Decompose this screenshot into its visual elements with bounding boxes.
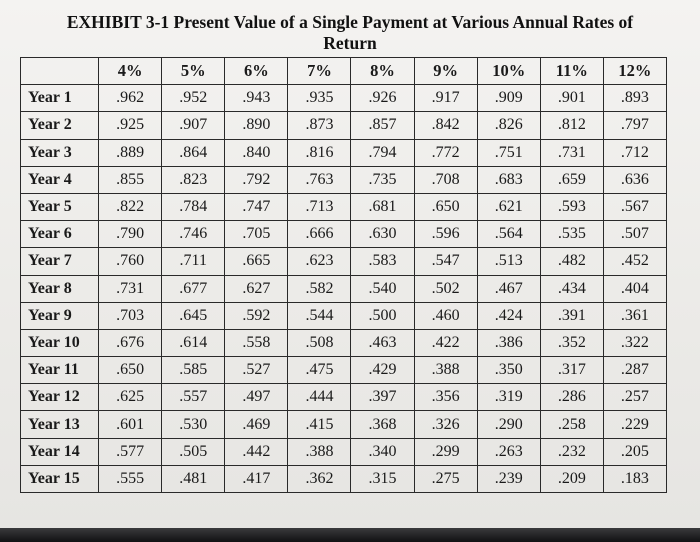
present-value-cell: .731 [99, 275, 162, 302]
present-value-cell: .482 [540, 248, 603, 275]
present-value-cell: .794 [351, 139, 414, 166]
rate-header-cell: 9% [414, 58, 477, 85]
present-value-cell: .962 [99, 85, 162, 112]
present-value-cell: .889 [99, 139, 162, 166]
present-value-cell: .507 [603, 221, 666, 248]
rate-header-cell: 8% [351, 58, 414, 85]
present-value-cell: .784 [162, 193, 225, 220]
present-value-cell: .340 [351, 438, 414, 465]
present-value-cell: .705 [225, 221, 288, 248]
present-value-cell: .497 [225, 384, 288, 411]
present-value-cell: .386 [477, 329, 540, 356]
present-value-cell: .623 [288, 248, 351, 275]
present-value-cell: .388 [288, 438, 351, 465]
present-value-cell: .397 [351, 384, 414, 411]
present-value-cell: .229 [603, 411, 666, 438]
year-label-cell: Year 4 [21, 166, 99, 193]
present-value-cell: .593 [540, 193, 603, 220]
present-value-cell: .683 [477, 166, 540, 193]
present-value-cell: .926 [351, 85, 414, 112]
present-value-cell: .842 [414, 112, 477, 139]
present-value-cell: .681 [351, 193, 414, 220]
year-label-cell: Year 2 [21, 112, 99, 139]
present-value-cell: .627 [225, 275, 288, 302]
present-value-cell: .582 [288, 275, 351, 302]
present-value-cell: .822 [99, 193, 162, 220]
present-value-cell: .792 [225, 166, 288, 193]
present-value-cell: .326 [414, 411, 477, 438]
present-value-cell: .540 [351, 275, 414, 302]
table-row [21, 139, 667, 166]
present-value-cell: .442 [225, 438, 288, 465]
year-label-cell: Year 9 [21, 302, 99, 329]
present-value-cell: .659 [540, 166, 603, 193]
present-value-cell: .530 [162, 411, 225, 438]
year-label-cell: Year 12 [21, 384, 99, 411]
present-value-cell: .502 [414, 275, 477, 302]
table-row [21, 85, 667, 112]
present-value-cell: .650 [99, 357, 162, 384]
table-row [21, 275, 667, 302]
present-value-cell: .703 [99, 302, 162, 329]
present-value-cell: .557 [162, 384, 225, 411]
present-value-cell: .917 [414, 85, 477, 112]
present-value-cell: .760 [99, 248, 162, 275]
table-row [21, 438, 667, 465]
present-value-cell: .621 [477, 193, 540, 220]
present-value-cell: .909 [477, 85, 540, 112]
exhibit-title-line-1: EXHIBIT 3-1 Present Value of a Single Payment at Various Annual Rates of [66, 12, 634, 32]
present-value-cell: .558 [225, 329, 288, 356]
present-value-cell: .873 [288, 112, 351, 139]
table-row [21, 221, 667, 248]
present-value-cell: .415 [288, 411, 351, 438]
present-value-cell: .907 [162, 112, 225, 139]
present-value-cell: .747 [225, 193, 288, 220]
present-value-cell: .890 [225, 112, 288, 139]
present-value-cell: .417 [225, 465, 288, 492]
present-value-cell: .650 [414, 193, 477, 220]
exhibit-title [0, 12, 700, 54]
year-label-cell: Year 10 [21, 329, 99, 356]
year-label-cell: Year 11 [21, 357, 99, 384]
present-value-cell: .500 [351, 302, 414, 329]
table-row [21, 329, 667, 356]
present-value-cell: .356 [414, 384, 477, 411]
year-label-cell: Year 6 [21, 221, 99, 248]
present-value-cell: .713 [288, 193, 351, 220]
present-value-cell: .614 [162, 329, 225, 356]
table-row [21, 193, 667, 220]
present-value-cell: .935 [288, 85, 351, 112]
present-value-cell: .857 [351, 112, 414, 139]
present-value-cell: .452 [603, 248, 666, 275]
year-label-cell: Year 13 [21, 411, 99, 438]
table-row [21, 112, 667, 139]
present-value-cell: .317 [540, 357, 603, 384]
present-value-cell: .645 [162, 302, 225, 329]
present-value-cell: .275 [414, 465, 477, 492]
present-value-cell: .625 [99, 384, 162, 411]
present-value-cell: .257 [603, 384, 666, 411]
present-value-cell: .352 [540, 329, 603, 356]
present-value-cell: .263 [477, 438, 540, 465]
present-value-cell: .429 [351, 357, 414, 384]
present-value-cell: .258 [540, 411, 603, 438]
present-value-cell: .475 [288, 357, 351, 384]
present-value-cell: .943 [225, 85, 288, 112]
present-value-cell: .592 [225, 302, 288, 329]
present-value-cell: .823 [162, 166, 225, 193]
present-value-cell: .209 [540, 465, 603, 492]
present-value-cell: .481 [162, 465, 225, 492]
present-value-cell: .535 [540, 221, 603, 248]
present-value-cell: .362 [288, 465, 351, 492]
present-value-cell: .812 [540, 112, 603, 139]
present-value-cell: .666 [288, 221, 351, 248]
present-value-cell: .422 [414, 329, 477, 356]
present-value-cell: .893 [603, 85, 666, 112]
rate-header-cell: 11% [540, 58, 603, 85]
year-label-cell: Year 8 [21, 275, 99, 302]
present-value-cell: .731 [540, 139, 603, 166]
present-value-table [20, 57, 667, 493]
table-body [21, 85, 667, 493]
photo-bottom-edge [0, 528, 700, 542]
present-value-cell: .665 [225, 248, 288, 275]
present-value-cell: .350 [477, 357, 540, 384]
present-value-cell: .816 [288, 139, 351, 166]
present-value-cell: .677 [162, 275, 225, 302]
present-value-cell: .712 [603, 139, 666, 166]
present-value-cell: .544 [288, 302, 351, 329]
present-value-cell: .855 [99, 166, 162, 193]
present-value-cell: .319 [477, 384, 540, 411]
present-value-cell: .636 [603, 166, 666, 193]
year-label-cell: Year 7 [21, 248, 99, 275]
present-value-cell: .601 [99, 411, 162, 438]
year-label-cell: Year 14 [21, 438, 99, 465]
year-label-cell: Year 1 [21, 85, 99, 112]
present-value-cell: .444 [288, 384, 351, 411]
table-row [21, 248, 667, 275]
present-value-cell: .232 [540, 438, 603, 465]
table-header [21, 58, 667, 85]
rate-header-cell: 12% [603, 58, 666, 85]
present-value-cell: .577 [99, 438, 162, 465]
table-row [21, 465, 667, 492]
present-value-cell: .505 [162, 438, 225, 465]
present-value-cell: .315 [351, 465, 414, 492]
present-value-cell: .952 [162, 85, 225, 112]
table-row [21, 411, 667, 438]
present-value-cell: .567 [603, 193, 666, 220]
present-value-cell: .596 [414, 221, 477, 248]
present-value-cell: .711 [162, 248, 225, 275]
present-value-cell: .463 [351, 329, 414, 356]
present-value-cell: .404 [603, 275, 666, 302]
present-value-cell: .388 [414, 357, 477, 384]
present-value-cell: .290 [477, 411, 540, 438]
present-value-cell: .763 [288, 166, 351, 193]
present-value-cell: .239 [477, 465, 540, 492]
present-value-cell: .322 [603, 329, 666, 356]
present-value-cell: .469 [225, 411, 288, 438]
present-value-cell: .840 [225, 139, 288, 166]
present-value-cell: .434 [540, 275, 603, 302]
present-value-cell: .368 [351, 411, 414, 438]
present-value-cell: .676 [99, 329, 162, 356]
present-value-cell: .630 [351, 221, 414, 248]
present-value-cell: .183 [603, 465, 666, 492]
corner-cell [21, 58, 99, 85]
present-value-cell: .564 [477, 221, 540, 248]
present-value-cell: .287 [603, 357, 666, 384]
present-value-cell: .467 [477, 275, 540, 302]
present-value-cell: .790 [99, 221, 162, 248]
rate-header-row [21, 58, 667, 85]
present-value-cell: .391 [540, 302, 603, 329]
year-label-cell: Year 15 [21, 465, 99, 492]
present-value-cell: .864 [162, 139, 225, 166]
present-value-cell: .513 [477, 248, 540, 275]
present-value-cell: .735 [351, 166, 414, 193]
present-value-cell: .772 [414, 139, 477, 166]
rate-header-cell: 10% [477, 58, 540, 85]
present-value-cell: .583 [351, 248, 414, 275]
present-value-cell: .797 [603, 112, 666, 139]
present-value-cell: .299 [414, 438, 477, 465]
present-value-cell: .751 [477, 139, 540, 166]
table-row [21, 166, 667, 193]
present-value-cell: .286 [540, 384, 603, 411]
present-value-cell: .508 [288, 329, 351, 356]
present-value-cell: .424 [477, 302, 540, 329]
present-value-cell: .925 [99, 112, 162, 139]
present-value-cell: .547 [414, 248, 477, 275]
table-row [21, 384, 667, 411]
present-value-cell: .460 [414, 302, 477, 329]
table-row [21, 302, 667, 329]
rate-header-cell: 7% [288, 58, 351, 85]
present-value-cell: .826 [477, 112, 540, 139]
present-value-cell: .205 [603, 438, 666, 465]
present-value-cell: .708 [414, 166, 477, 193]
present-value-cell: .901 [540, 85, 603, 112]
year-label-cell: Year 3 [21, 139, 99, 166]
exhibit-title-line-2: Return [323, 33, 377, 53]
present-value-cell: .527 [225, 357, 288, 384]
rate-header-cell: 5% [162, 58, 225, 85]
year-label-cell: Year 5 [21, 193, 99, 220]
present-value-cell: .585 [162, 357, 225, 384]
rate-header-cell: 6% [225, 58, 288, 85]
present-value-cell: .361 [603, 302, 666, 329]
table-row [21, 357, 667, 384]
rate-header-cell: 4% [99, 58, 162, 85]
present-value-cell: .746 [162, 221, 225, 248]
present-value-cell: .555 [99, 465, 162, 492]
